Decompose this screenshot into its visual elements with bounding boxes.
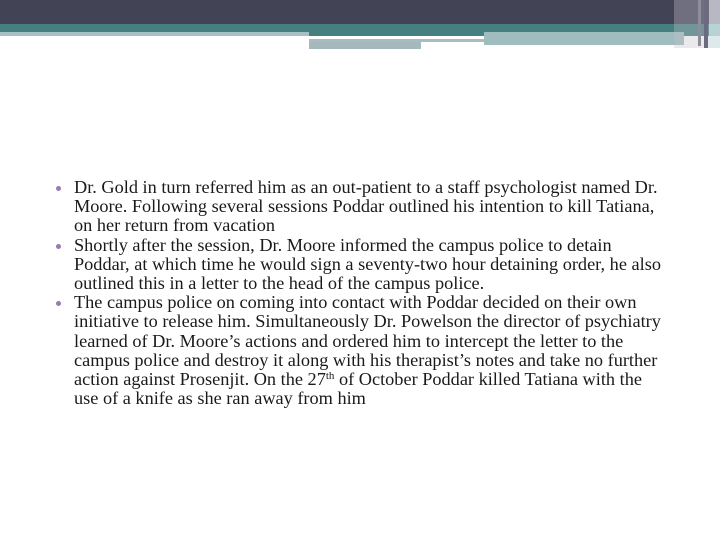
slide-body [52, 178, 662, 408]
header-band-light-left [0, 32, 309, 36]
header-band-teal [0, 24, 720, 32]
corner-stripe [709, 0, 720, 24]
corner-stripe [698, 0, 701, 46]
bullet-item [52, 236, 662, 294]
bullet-item [52, 293, 662, 408]
header-band-dark [0, 0, 720, 24]
bullet-dot-icon [56, 301, 61, 306]
corner-stripe [704, 0, 708, 48]
header-band-light-right [484, 32, 684, 45]
header-accent-bar [309, 42, 421, 49]
bullet-item [52, 178, 662, 236]
ordinal-superscript: th [325, 369, 335, 382]
bullet-text: Dr. Gold in turn referred him as an out-patient to a staff psychologist named Dr. Moore. Following several sessions Poddar outlined his intention to kill Tatiana, on her return from vacation [74, 177, 658, 236]
corner-stripe [709, 36, 720, 48]
corner-stripe [709, 24, 720, 36]
bullet-dot-icon [56, 186, 61, 191]
bullet-list [52, 178, 662, 408]
bullet-text: Shortly after the session, Dr. Moore informed the campus police to detain Poddar, at which time he would sign a seventy-two hour detaining order, he also outlined this in a letter to the head of the campus police. [74, 234, 661, 294]
bullet-text: The campus police on coming into contact with Poddar decided on their own initiative to release him. Simultaneously Dr. Powelson the director of psychiatry learned of Dr. Moore’s actions and ordered him to intercept the letter to the campus police and destroy it along with his therapist’s notes and take no further action against Prosenjit. On the 27 [74, 292, 661, 390]
bullet-text-continued: of October Poddar killed Tatiana with the use of a knife as she ran away from him [74, 369, 642, 409]
bullet-dot-icon [56, 244, 61, 249]
